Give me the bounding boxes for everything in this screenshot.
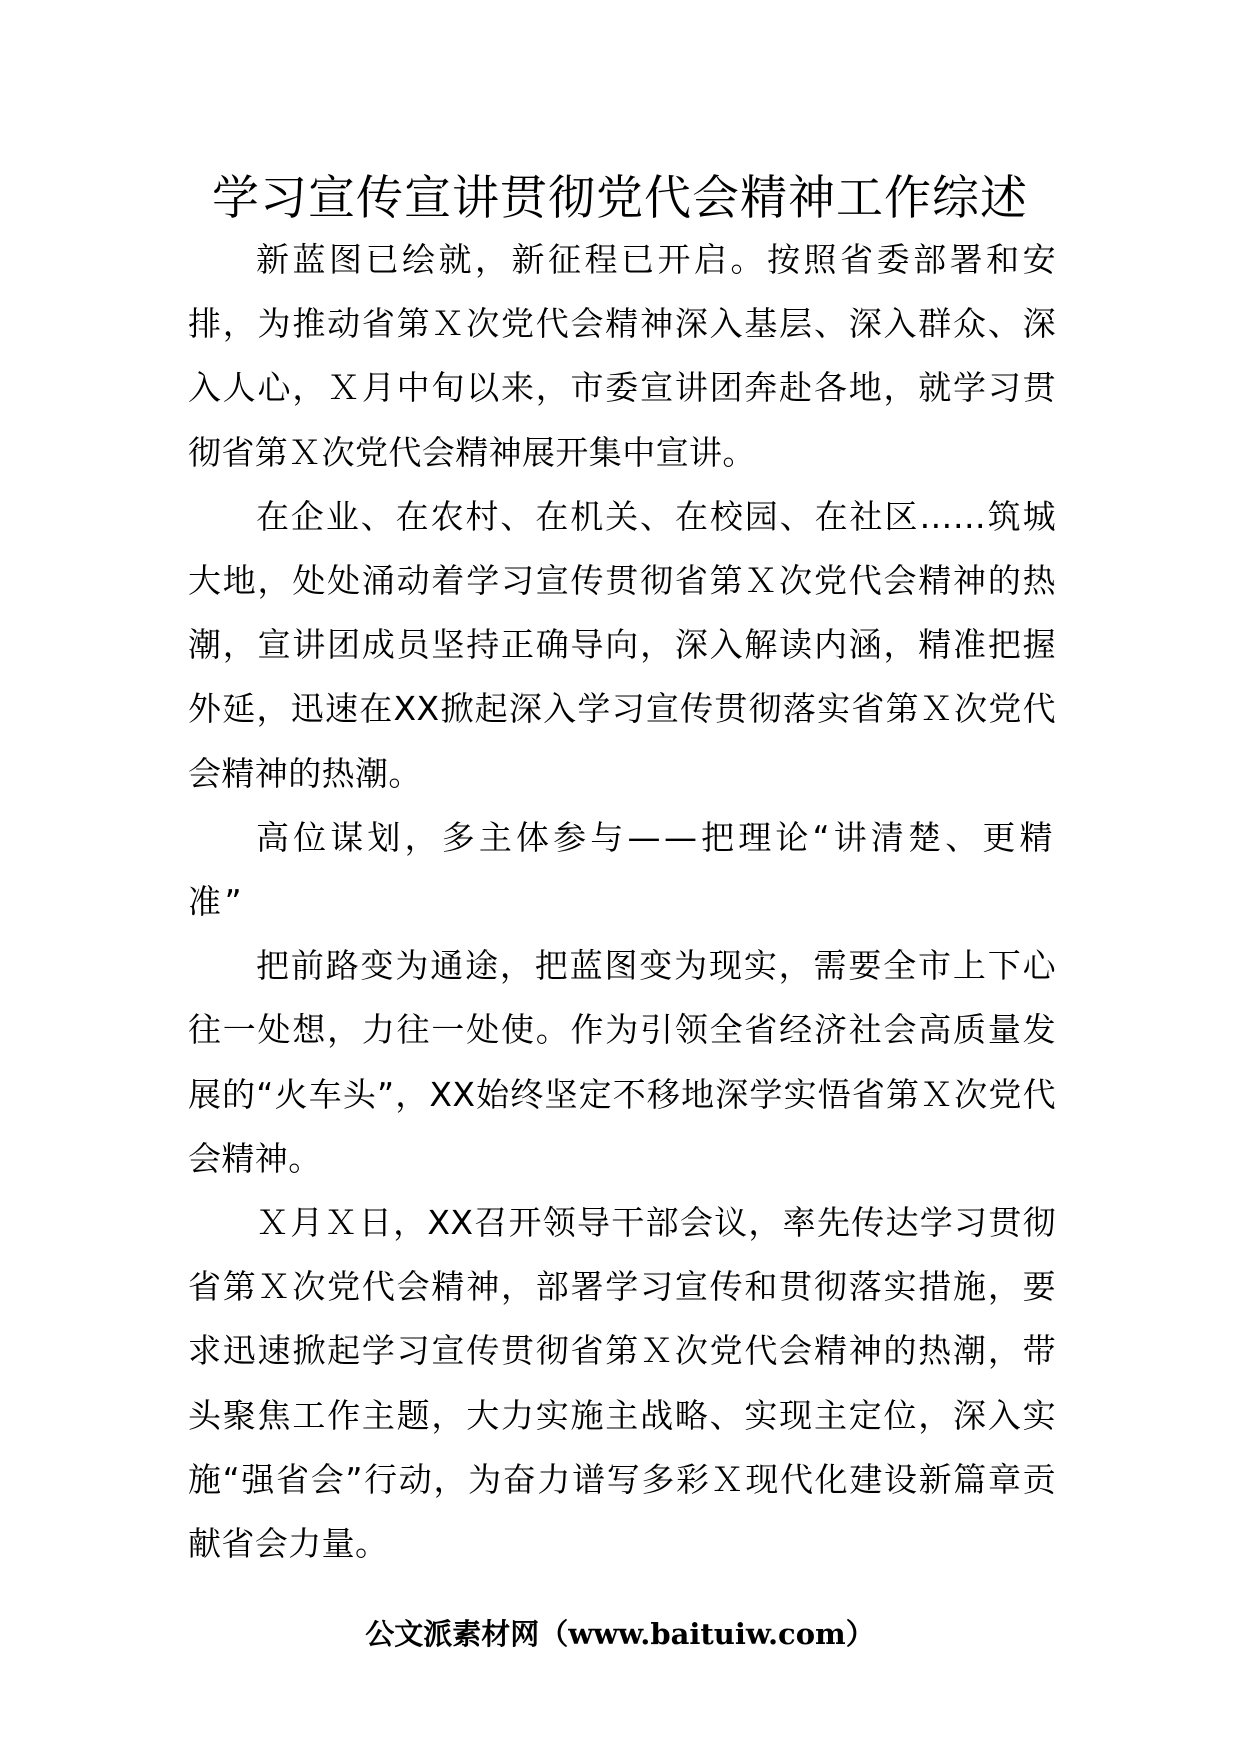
document-title: 学习宣传宣讲贯彻党代会精神工作综述 [212,171,1028,226]
footer-watermark: 公文派素材网（www.baituiw.com） [365,1617,875,1651]
section-heading: 高位谋划，多主体参与——把理论“讲清楚、更精准” [188,817,1056,922]
paragraph-intro: 新蓝图已绘就，新征程已开启。按照省委部署和安排，为推动省第Ｘ次党代会精神深入基层、深入群众、深入人心，Ｘ月中旬以来，市委宣讲团奔赴各地，就学习贯彻省第Ｘ次党代会精神展开集中宣讲。 [188,240,1056,472]
paragraph-blueprint: 把前路变为通途，把蓝图变为现实，需要全市上下心往一处想，力往一处使。作为引领全省经济社会高质量发展的“火车头”，XX始终坚定不移地深学实悟省第Ｘ次党代会精神。 [188,946,1056,1178]
document-body [188,228,1056,1576]
paragraph-grassroots: 在企业、在农村、在机关、在校园、在社区……筑城大地，处处涌动着学习宣传贯彻省第Ｘ次党代会精神的热潮，宣讲团成员坚持正确导向，深入解读内涵，精准把握外延，迅速在XX掀起深入学习宣传贯彻落实省第Ｘ次党代会精神的热潮。 [188,496,1056,793]
paragraph-meeting: Ｘ月Ｘ日，XX召开领导干部会议，率先传达学习贯彻省第Ｘ次党代会精神，部署学习宣传和贯彻落实措施，要求迅速掀起学习宣传贯彻省第Ｘ次党代会精神的热潮，带头聚焦工作主题，大力实施主战略、实现主定位，深入实施“强省会”行动，为奋力谱写多彩Ｘ现代化建设新篇章贡献省会力量。 [188,1203,1056,1564]
